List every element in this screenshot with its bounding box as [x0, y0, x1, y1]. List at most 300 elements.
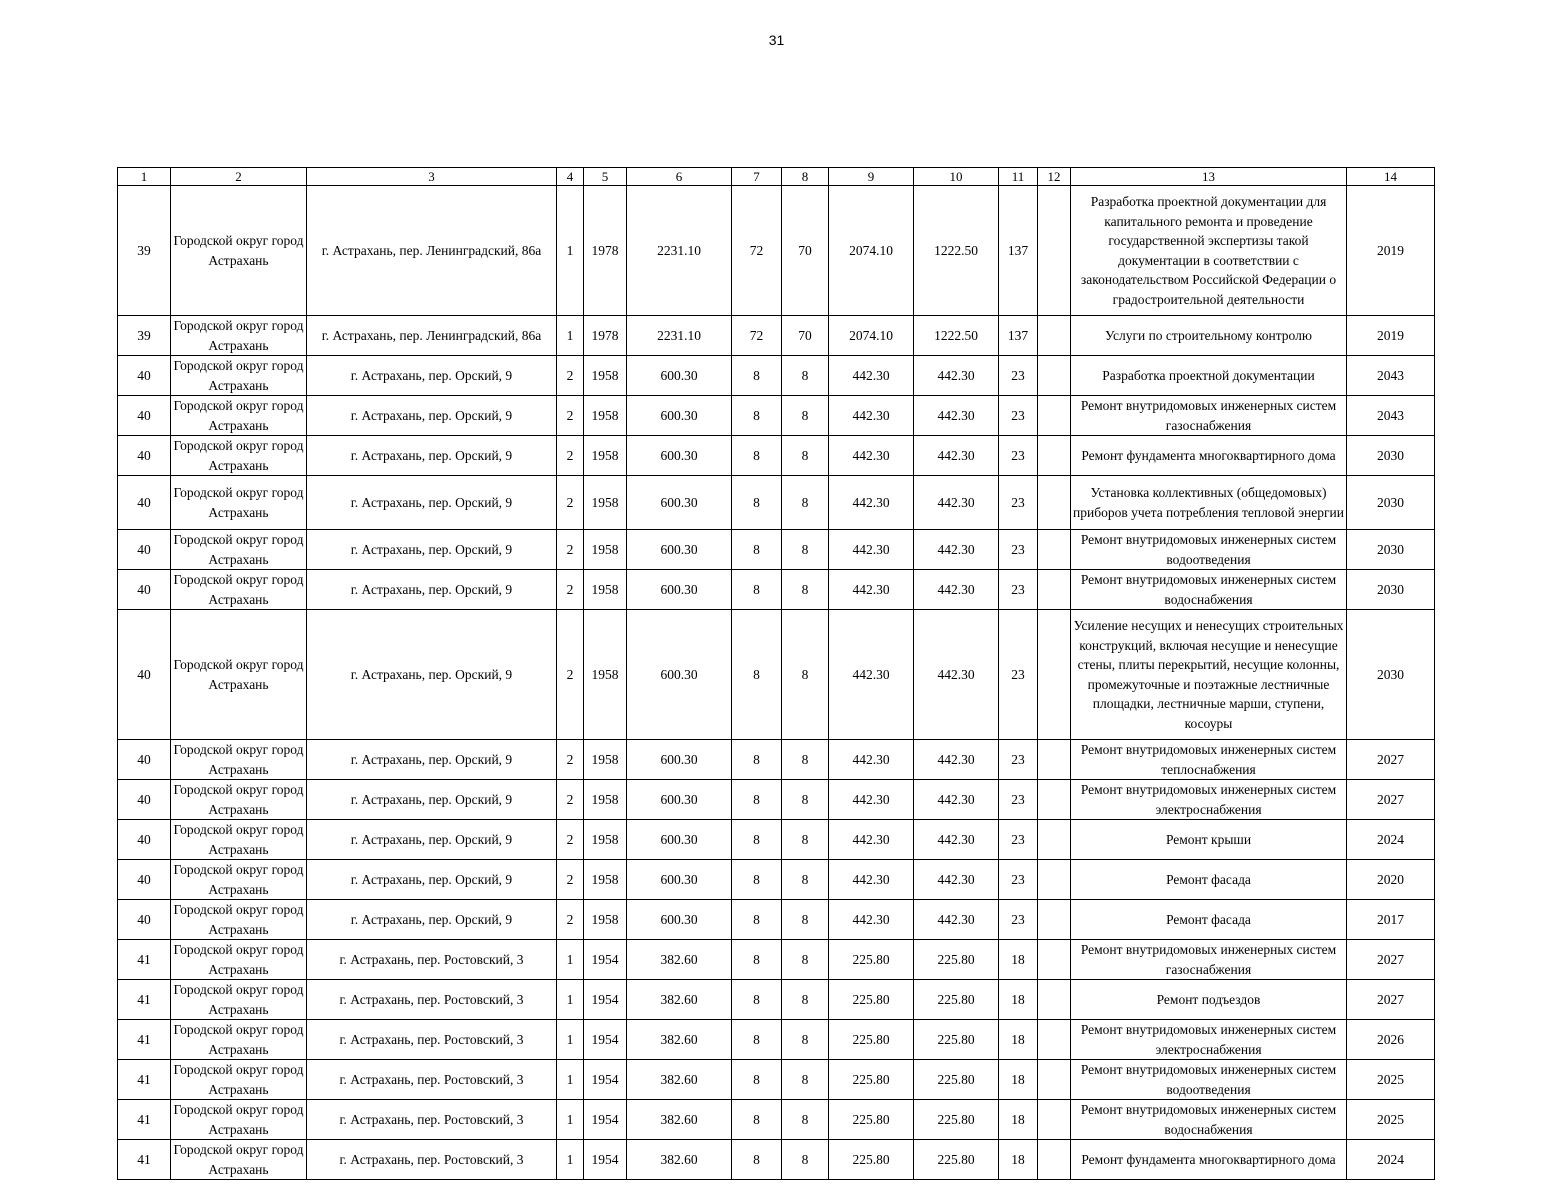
- apartments-cell: 8: [732, 860, 782, 900]
- column-12-cell: [1038, 570, 1071, 610]
- total-area-cell: 382.60: [627, 1140, 732, 1180]
- column-header: 6: [627, 168, 732, 186]
- work-type-cell: Ремонт внутридомовых инженерных систем электроснабжения: [1071, 780, 1347, 820]
- residential-area-cell: 225.80: [914, 980, 999, 1020]
- residents-cell: 23: [999, 570, 1038, 610]
- work-type-cell: Ремонт внутридомовых инженерных систем электроснабжения: [1071, 1020, 1347, 1060]
- address-cell: г. Астрахань, пер. Орский, 9: [307, 356, 557, 396]
- residents-cell: 18: [999, 1060, 1038, 1100]
- floors-cell: 1: [557, 940, 584, 980]
- column-12-cell: [1038, 1140, 1071, 1180]
- address-cell: г. Астрахань, пер. Орский, 9: [307, 740, 557, 780]
- living-area-cell: 225.80: [829, 980, 914, 1020]
- total-area-cell: 600.30: [627, 740, 732, 780]
- row-number-cell: 40: [118, 396, 171, 436]
- column-12-cell: [1038, 1020, 1071, 1060]
- floors-cell: 1: [557, 1140, 584, 1180]
- apartments-cell: 8: [732, 1020, 782, 1060]
- floors-cell: 1: [557, 980, 584, 1020]
- row-number-cell: 40: [118, 780, 171, 820]
- planned-year-cell: 2027: [1347, 740, 1435, 780]
- work-type-cell: Разработка проектной документации: [1071, 356, 1347, 396]
- total-area-cell: 2231.10: [627, 186, 732, 316]
- apartments-cell: 8: [732, 780, 782, 820]
- planned-year-cell: 2025: [1347, 1060, 1435, 1100]
- apartments-cell: 8: [732, 570, 782, 610]
- column-header: 10: [914, 168, 999, 186]
- year-built-cell: 1978: [584, 316, 627, 356]
- district-cell: Городской округ город Астрахань: [171, 1140, 307, 1180]
- work-type-cell: Услуги по строительному контролю: [1071, 316, 1347, 356]
- district-cell: Городской округ город Астрахань: [171, 860, 307, 900]
- row-number-cell: 40: [118, 820, 171, 860]
- residents-cell: 18: [999, 1020, 1038, 1060]
- total-area-cell: 382.60: [627, 980, 732, 1020]
- column-header: 8: [782, 168, 829, 186]
- residential-area-cell: 442.30: [914, 476, 999, 530]
- column-header: 1: [118, 168, 171, 186]
- year-built-cell: 1958: [584, 436, 627, 476]
- work-type-cell: Ремонт внутридомовых инженерных систем водоснабжения: [1071, 1100, 1347, 1140]
- district-cell: Городской округ город Астрахань: [171, 780, 307, 820]
- row-number-cell: 41: [118, 1020, 171, 1060]
- year-built-cell: 1958: [584, 860, 627, 900]
- residents-cell: 18: [999, 940, 1038, 980]
- row-number-cell: 40: [118, 860, 171, 900]
- floors-cell: 2: [557, 610, 584, 740]
- residents-cell: 23: [999, 780, 1038, 820]
- year-built-cell: 1954: [584, 1020, 627, 1060]
- residential-area-cell: 442.30: [914, 396, 999, 436]
- column-header: 2: [171, 168, 307, 186]
- table-row: [118, 740, 1435, 780]
- residential-apartments-cell: 8: [782, 900, 829, 940]
- apartments-cell: 8: [732, 740, 782, 780]
- table-row: [118, 1020, 1435, 1060]
- row-number-cell: 41: [118, 1140, 171, 1180]
- address-cell: г. Астрахань, пер. Ростовский, 3: [307, 940, 557, 980]
- column-12-cell: [1038, 740, 1071, 780]
- planned-year-cell: 2043: [1347, 356, 1435, 396]
- work-type-cell: Ремонт крыши: [1071, 820, 1347, 860]
- planned-year-cell: 2030: [1347, 570, 1435, 610]
- address-cell: г. Астрахань, пер. Орский, 9: [307, 820, 557, 860]
- table-row: [118, 436, 1435, 476]
- table-row: [118, 980, 1435, 1020]
- planned-year-cell: 2026: [1347, 1020, 1435, 1060]
- address-cell: г. Астрахань, пер. Орский, 9: [307, 396, 557, 436]
- living-area-cell: 225.80: [829, 940, 914, 980]
- apartments-cell: 8: [732, 820, 782, 860]
- residential-area-cell: 1222.50: [914, 186, 999, 316]
- district-cell: Городской округ город Астрахань: [171, 570, 307, 610]
- living-area-cell: 442.30: [829, 860, 914, 900]
- table-row: [118, 396, 1435, 436]
- residents-cell: 18: [999, 1140, 1038, 1180]
- living-area-cell: 442.30: [829, 436, 914, 476]
- year-built-cell: 1958: [584, 740, 627, 780]
- residential-area-cell: 442.30: [914, 530, 999, 570]
- residents-cell: 23: [999, 476, 1038, 530]
- column-12-cell: [1038, 610, 1071, 740]
- address-cell: г. Астрахань, пер. Ленинградский, 86а: [307, 186, 557, 316]
- address-cell: г. Астрахань, пер. Орский, 9: [307, 860, 557, 900]
- apartments-cell: 72: [732, 186, 782, 316]
- residential-apartments-cell: 8: [782, 1060, 829, 1100]
- column-header: 11: [999, 168, 1038, 186]
- district-cell: Городской округ город Астрахань: [171, 1100, 307, 1140]
- planned-year-cell: 2027: [1347, 940, 1435, 980]
- district-cell: Городской округ город Астрахань: [171, 900, 307, 940]
- column-12-cell: [1038, 530, 1071, 570]
- year-built-cell: 1958: [584, 476, 627, 530]
- residents-cell: 18: [999, 980, 1038, 1020]
- row-number-cell: 39: [118, 316, 171, 356]
- total-area-cell: 600.30: [627, 356, 732, 396]
- total-area-cell: 600.30: [627, 780, 732, 820]
- residential-apartments-cell: 8: [782, 820, 829, 860]
- residents-cell: 23: [999, 820, 1038, 860]
- row-number-cell: 40: [118, 356, 171, 396]
- floors-cell: 2: [557, 820, 584, 860]
- table-row: [118, 820, 1435, 860]
- table-row: [118, 1140, 1435, 1180]
- residential-apartments-cell: 8: [782, 780, 829, 820]
- year-built-cell: 1958: [584, 530, 627, 570]
- column-header: 4: [557, 168, 584, 186]
- apartments-cell: 8: [732, 476, 782, 530]
- apartments-cell: 8: [732, 1060, 782, 1100]
- apartments-cell: 72: [732, 316, 782, 356]
- table-row: [118, 356, 1435, 396]
- residential-apartments-cell: 70: [782, 316, 829, 356]
- column-12-cell: [1038, 900, 1071, 940]
- total-area-cell: 2231.10: [627, 316, 732, 356]
- planned-year-cell: 2017: [1347, 900, 1435, 940]
- work-type-cell: Ремонт внутридомовых инженерных систем газоснабжения: [1071, 396, 1347, 436]
- year-built-cell: 1954: [584, 1060, 627, 1100]
- address-cell: г. Астрахань, пер. Ростовский, 3: [307, 1140, 557, 1180]
- planned-year-cell: 2025: [1347, 1100, 1435, 1140]
- residential-area-cell: 225.80: [914, 1100, 999, 1140]
- row-number-cell: 41: [118, 1060, 171, 1100]
- planned-year-cell: 2027: [1347, 780, 1435, 820]
- column-number-row: [118, 168, 1435, 186]
- residential-area-cell: 1222.50: [914, 316, 999, 356]
- residential-apartments-cell: 8: [782, 1140, 829, 1180]
- floors-cell: 2: [557, 396, 584, 436]
- table-row: [118, 900, 1435, 940]
- column-12-cell: [1038, 780, 1071, 820]
- residential-apartments-cell: 8: [782, 940, 829, 980]
- living-area-cell: 225.80: [829, 1140, 914, 1180]
- district-cell: Городской округ город Астрахань: [171, 740, 307, 780]
- residential-apartments-cell: 8: [782, 1100, 829, 1140]
- table-row: [118, 530, 1435, 570]
- address-cell: г. Астрахань, пер. Ростовский, 3: [307, 1020, 557, 1060]
- year-built-cell: 1978: [584, 186, 627, 316]
- floors-cell: 2: [557, 356, 584, 396]
- living-area-cell: 225.80: [829, 1060, 914, 1100]
- residential-area-cell: 442.30: [914, 610, 999, 740]
- residents-cell: 23: [999, 900, 1038, 940]
- column-12-cell: [1038, 1100, 1071, 1140]
- district-cell: Городской округ город Астрахань: [171, 940, 307, 980]
- column-header: 3: [307, 168, 557, 186]
- year-built-cell: 1954: [584, 1140, 627, 1180]
- apartments-cell: 8: [732, 980, 782, 1020]
- residential-apartments-cell: 8: [782, 740, 829, 780]
- column-12-cell: [1038, 316, 1071, 356]
- row-number-cell: 40: [118, 476, 171, 530]
- repair-program-table: [117, 167, 1435, 1180]
- work-type-cell: Ремонт фасада: [1071, 860, 1347, 900]
- work-type-cell: Ремонт подъездов: [1071, 980, 1347, 1020]
- table-row: [118, 316, 1435, 356]
- work-type-cell: Ремонт внутридомовых инженерных систем теплоснабжения: [1071, 740, 1347, 780]
- apartments-cell: 8: [732, 1140, 782, 1180]
- column-header: 5: [584, 168, 627, 186]
- year-built-cell: 1958: [584, 396, 627, 436]
- apartments-cell: 8: [732, 1100, 782, 1140]
- year-built-cell: 1958: [584, 780, 627, 820]
- living-area-cell: 442.30: [829, 820, 914, 860]
- column-header: 14: [1347, 168, 1435, 186]
- column-12-cell: [1038, 436, 1071, 476]
- year-built-cell: 1958: [584, 820, 627, 860]
- apartments-cell: 8: [732, 900, 782, 940]
- row-number-cell: 40: [118, 900, 171, 940]
- year-built-cell: 1958: [584, 570, 627, 610]
- district-cell: Городской округ город Астрахань: [171, 186, 307, 316]
- residential-apartments-cell: 8: [782, 570, 829, 610]
- residential-apartments-cell: 8: [782, 980, 829, 1020]
- address-cell: г. Астрахань, пер. Орский, 9: [307, 780, 557, 820]
- residents-cell: 23: [999, 610, 1038, 740]
- planned-year-cell: 2019: [1347, 186, 1435, 316]
- residential-area-cell: 225.80: [914, 940, 999, 980]
- planned-year-cell: 2030: [1347, 610, 1435, 740]
- address-cell: г. Астрахань, пер. Ленинградский, 86а: [307, 316, 557, 356]
- address-cell: г. Астрахань, пер. Ростовский, 3: [307, 1100, 557, 1140]
- year-built-cell: 1954: [584, 980, 627, 1020]
- row-number-cell: 41: [118, 940, 171, 980]
- address-cell: г. Астрахань, пер. Орский, 9: [307, 476, 557, 530]
- residential-area-cell: 442.30: [914, 436, 999, 476]
- planned-year-cell: 2027: [1347, 980, 1435, 1020]
- address-cell: г. Астрахань, пер. Орский, 9: [307, 436, 557, 476]
- year-built-cell: 1958: [584, 610, 627, 740]
- district-cell: Городской округ город Астрахань: [171, 436, 307, 476]
- total-area-cell: 600.30: [627, 900, 732, 940]
- address-cell: г. Астрахань, пер. Орский, 9: [307, 530, 557, 570]
- living-area-cell: 442.30: [829, 740, 914, 780]
- floors-cell: 1: [557, 1060, 584, 1100]
- column-header: 13: [1071, 168, 1347, 186]
- living-area-cell: 442.30: [829, 780, 914, 820]
- column-header: 9: [829, 168, 914, 186]
- living-area-cell: 442.30: [829, 900, 914, 940]
- residents-cell: 23: [999, 436, 1038, 476]
- column-12-cell: [1038, 980, 1071, 1020]
- row-number-cell: 40: [118, 570, 171, 610]
- row-number-cell: 39: [118, 186, 171, 316]
- table-row: [118, 476, 1435, 530]
- residential-apartments-cell: 70: [782, 186, 829, 316]
- total-area-cell: 600.30: [627, 610, 732, 740]
- floors-cell: 1: [557, 1020, 584, 1060]
- column-header: 12: [1038, 168, 1071, 186]
- living-area-cell: 442.30: [829, 476, 914, 530]
- floors-cell: 2: [557, 436, 584, 476]
- floors-cell: 2: [557, 570, 584, 610]
- table-row: [118, 1060, 1435, 1100]
- work-type-cell: Ремонт внутридомовых инженерных систем газоснабжения: [1071, 940, 1347, 980]
- table-row: [118, 780, 1435, 820]
- total-area-cell: 382.60: [627, 940, 732, 980]
- address-cell: г. Астрахань, пер. Ростовский, 3: [307, 1060, 557, 1100]
- floors-cell: 2: [557, 860, 584, 900]
- table-row: [118, 186, 1435, 316]
- column-12-cell: [1038, 820, 1071, 860]
- table-row: [118, 1100, 1435, 1140]
- living-area-cell: 2074.10: [829, 316, 914, 356]
- address-cell: г. Астрахань, пер. Ростовский, 3: [307, 980, 557, 1020]
- floors-cell: 1: [557, 316, 584, 356]
- address-cell: г. Астрахань, пер. Орский, 9: [307, 570, 557, 610]
- residential-apartments-cell: 8: [782, 610, 829, 740]
- residents-cell: 137: [999, 186, 1038, 316]
- living-area-cell: 442.30: [829, 610, 914, 740]
- residential-apartments-cell: 8: [782, 860, 829, 900]
- year-built-cell: 1954: [584, 1100, 627, 1140]
- table-row: [118, 570, 1435, 610]
- apartments-cell: 8: [732, 530, 782, 570]
- residents-cell: 18: [999, 1100, 1038, 1140]
- column-12-cell: [1038, 860, 1071, 900]
- floors-cell: 2: [557, 780, 584, 820]
- residents-cell: 137: [999, 316, 1038, 356]
- residents-cell: 23: [999, 860, 1038, 900]
- residential-area-cell: 225.80: [914, 1060, 999, 1100]
- planned-year-cell: 2030: [1347, 436, 1435, 476]
- column-header: 7: [732, 168, 782, 186]
- residents-cell: 23: [999, 356, 1038, 396]
- planned-year-cell: 2019: [1347, 316, 1435, 356]
- district-cell: Городской округ город Астрахань: [171, 1020, 307, 1060]
- district-cell: Городской округ город Астрахань: [171, 820, 307, 860]
- work-type-cell: Ремонт фундамента многоквартирного дома: [1071, 436, 1347, 476]
- work-type-cell: Ремонт внутридомовых инженерных систем водоотведения: [1071, 530, 1347, 570]
- work-type-cell: Ремонт внутридомовых инженерных систем водоснабжения: [1071, 570, 1347, 610]
- residential-apartments-cell: 8: [782, 476, 829, 530]
- residential-area-cell: 442.30: [914, 740, 999, 780]
- residential-apartments-cell: 8: [782, 436, 829, 476]
- total-area-cell: 600.30: [627, 530, 732, 570]
- year-built-cell: 1958: [584, 900, 627, 940]
- residents-cell: 23: [999, 396, 1038, 436]
- planned-year-cell: 2024: [1347, 820, 1435, 860]
- column-12-cell: [1038, 940, 1071, 980]
- district-cell: Городской округ город Астрахань: [171, 610, 307, 740]
- apartments-cell: 8: [732, 940, 782, 980]
- planned-year-cell: 2043: [1347, 396, 1435, 436]
- column-12-cell: [1038, 356, 1071, 396]
- district-cell: Городской округ город Астрахань: [171, 530, 307, 570]
- year-built-cell: 1954: [584, 940, 627, 980]
- table-body: [118, 186, 1435, 1180]
- work-type-cell: Ремонт фасада: [1071, 900, 1347, 940]
- apartments-cell: 8: [732, 396, 782, 436]
- apartments-cell: 8: [732, 436, 782, 476]
- planned-year-cell: 2020: [1347, 860, 1435, 900]
- planned-year-cell: 2024: [1347, 1140, 1435, 1180]
- work-type-cell: Разработка проектной документации для капитального ремонта и проведение государственной экспертизы такой документации в соответствии с законодательством Российской Федерации о градостроительной деятельности: [1071, 186, 1347, 316]
- total-area-cell: 600.30: [627, 570, 732, 610]
- residential-apartments-cell: 8: [782, 356, 829, 396]
- column-12-cell: [1038, 186, 1071, 316]
- floors-cell: 1: [557, 186, 584, 316]
- residential-apartments-cell: 8: [782, 1020, 829, 1060]
- page-number: 31: [768, 32, 785, 48]
- floors-cell: 2: [557, 900, 584, 940]
- row-number-cell: 40: [118, 436, 171, 476]
- district-cell: Городской округ город Астрахань: [171, 356, 307, 396]
- column-12-cell: [1038, 476, 1071, 530]
- work-type-cell: Ремонт фундамента многоквартирного дома: [1071, 1140, 1347, 1180]
- residential-area-cell: 442.30: [914, 780, 999, 820]
- district-cell: Городской округ город Астрахань: [171, 316, 307, 356]
- table-row: [118, 940, 1435, 980]
- living-area-cell: 225.80: [829, 1020, 914, 1060]
- residential-area-cell: 225.80: [914, 1020, 999, 1060]
- district-cell: Городской округ город Астрахань: [171, 1060, 307, 1100]
- living-area-cell: 442.30: [829, 356, 914, 396]
- work-type-cell: Ремонт внутридомовых инженерных систем водоотведения: [1071, 1060, 1347, 1100]
- residents-cell: 23: [999, 740, 1038, 780]
- floors-cell: 1: [557, 1100, 584, 1140]
- total-area-cell: 382.60: [627, 1020, 732, 1060]
- living-area-cell: 442.30: [829, 530, 914, 570]
- table-row: [118, 610, 1435, 740]
- total-area-cell: 600.30: [627, 860, 732, 900]
- column-12-cell: [1038, 396, 1071, 436]
- district-cell: Городской округ город Астрахань: [171, 980, 307, 1020]
- floors-cell: 2: [557, 530, 584, 570]
- row-number-cell: 41: [118, 980, 171, 1020]
- residential-area-cell: 442.30: [914, 900, 999, 940]
- residents-cell: 23: [999, 530, 1038, 570]
- total-area-cell: 600.30: [627, 820, 732, 860]
- planned-year-cell: 2030: [1347, 530, 1435, 570]
- column-12-cell: [1038, 1060, 1071, 1100]
- district-cell: Городской округ город Астрахань: [171, 396, 307, 436]
- year-built-cell: 1958: [584, 356, 627, 396]
- floors-cell: 2: [557, 476, 584, 530]
- residential-area-cell: 442.30: [914, 570, 999, 610]
- total-area-cell: 600.30: [627, 396, 732, 436]
- work-type-cell: Усиление несущих и ненесущих строительных конструкций, включая несущие и ненесущие стены, плиты перекрытий, несущие колонны, промежуточные и поэтажные лестничные площадки, лестничные марши, ступени, косоуры: [1071, 610, 1347, 740]
- living-area-cell: 442.30: [829, 396, 914, 436]
- residential-area-cell: 442.30: [914, 356, 999, 396]
- apartments-cell: 8: [732, 610, 782, 740]
- planned-year-cell: 2030: [1347, 476, 1435, 530]
- total-area-cell: 600.30: [627, 476, 732, 530]
- row-number-cell: 41: [118, 1100, 171, 1140]
- residential-area-cell: 225.80: [914, 1140, 999, 1180]
- district-cell: Городской округ город Астрахань: [171, 476, 307, 530]
- floors-cell: 2: [557, 740, 584, 780]
